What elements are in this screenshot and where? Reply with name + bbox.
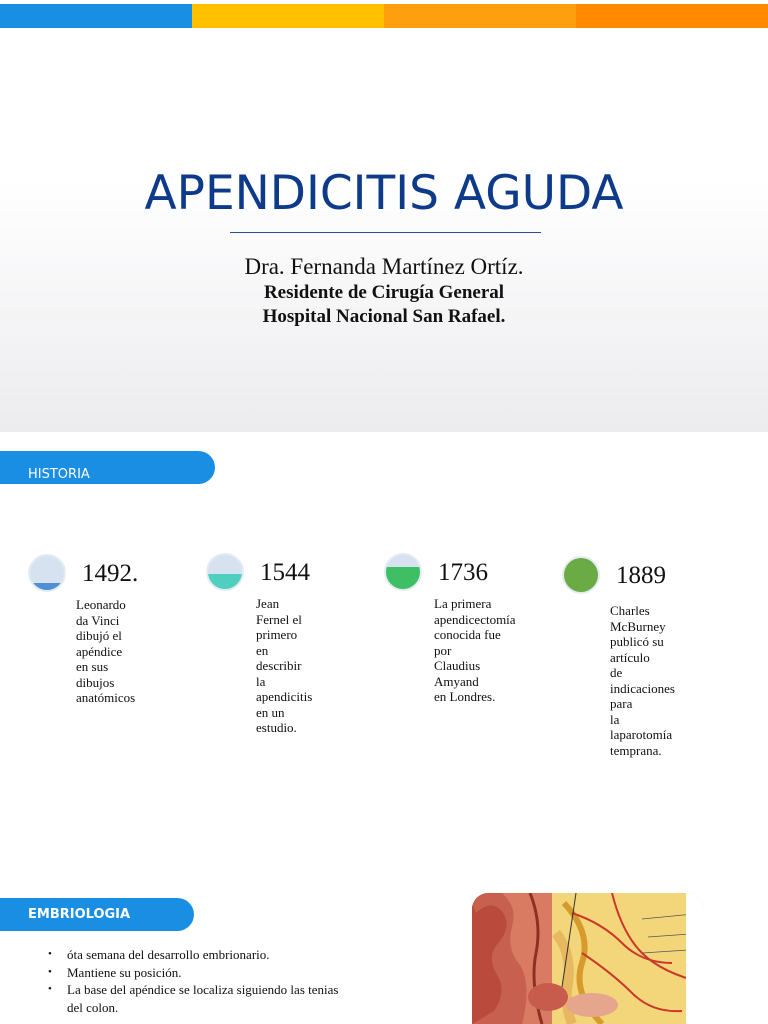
timeline-year: 1889 (616, 562, 666, 589)
bullet-dot-icon: • (48, 948, 52, 960)
embriologia-bullet-list (48, 946, 388, 1016)
timeline-description-line: dibujó el apéndice (76, 628, 123, 659)
timeline-year: 1492. (82, 560, 139, 587)
timeline-description-line: primero en (256, 627, 298, 658)
color-bar-segment (384, 4, 576, 28)
bullet-text-line: óta semana del desarrollo embrionario. (67, 947, 270, 962)
timeline-description (610, 603, 675, 758)
bullet-dot-icon: • (48, 983, 52, 995)
intestine-anatomy-illustration (472, 893, 704, 1024)
title-underline (230, 232, 541, 233)
timeline-progress-icon (206, 553, 244, 591)
timeline-description-line: en Londres. (434, 689, 496, 704)
timeline-description-line: en sus dibujos (76, 659, 115, 690)
page-title: APENDICITIS AGUDA (144, 166, 624, 221)
timeline-description-line: Leonardo da Vinci (76, 597, 126, 628)
timeline-year: 1736 (438, 559, 488, 586)
timeline-description (434, 596, 516, 705)
top-color-bar (0, 4, 768, 28)
timeline-description-line: de indicaciones para (610, 665, 675, 711)
timeline-description-line: anatómicos (76, 690, 136, 705)
bullet-item (48, 964, 388, 982)
timeline-description-line: Charles McBurney (610, 603, 666, 634)
color-bar-segment (192, 4, 384, 28)
bullet-item (48, 946, 388, 964)
timeline-description-line: temprana. (610, 742, 662, 758)
author-hospital: Hospital Nacional San Rafael. (262, 306, 506, 327)
embriologia-section-label: EMBRIOLOGIA (28, 907, 131, 922)
author-role: Residente de Cirugía General (263, 282, 505, 303)
timeline-description (256, 596, 312, 736)
timeline-description (76, 597, 135, 706)
historia-section-label: HISTORIA (28, 467, 90, 482)
author-name: Dra. Fernanda Martínez Ortíz. (244, 254, 524, 279)
timeline-description-line: publicó su artículo (610, 634, 664, 665)
bullet-text-line: Mantiene su posición. (67, 964, 182, 980)
bullet-item (48, 981, 388, 1016)
bullet-text-line: del colon. (67, 999, 119, 1015)
timeline-year: 1544 (260, 559, 310, 586)
timeline-description-line: apendicitis en un (256, 689, 313, 720)
timeline-description-line: Claudius Amyand (434, 658, 481, 689)
color-bar-segment (0, 4, 192, 28)
timeline-progress-icon (562, 556, 600, 594)
bullet-text-line: La base del apéndice se localiza siguiendo las tenias (67, 982, 339, 997)
timeline-description-line: Jean Fernel el (256, 596, 302, 627)
embriologia-section-tab (0, 898, 194, 931)
bullet-dot-icon: • (48, 965, 52, 978)
timeline-description-line: la laparotomía (610, 711, 673, 742)
title-section (0, 28, 768, 432)
timeline-description-line: conocida fue por (434, 627, 501, 658)
historia-section-tab (0, 451, 215, 484)
timeline-description-line: apendicectomía (434, 611, 516, 627)
timeline-description-line: La primera (434, 596, 492, 611)
color-bar-segment (576, 4, 768, 28)
timeline-description-line: describir la (256, 658, 302, 689)
timeline-progress-icon (28, 554, 66, 592)
timeline-progress-icon (384, 553, 422, 591)
timeline-description-line: estudio. (256, 720, 297, 735)
